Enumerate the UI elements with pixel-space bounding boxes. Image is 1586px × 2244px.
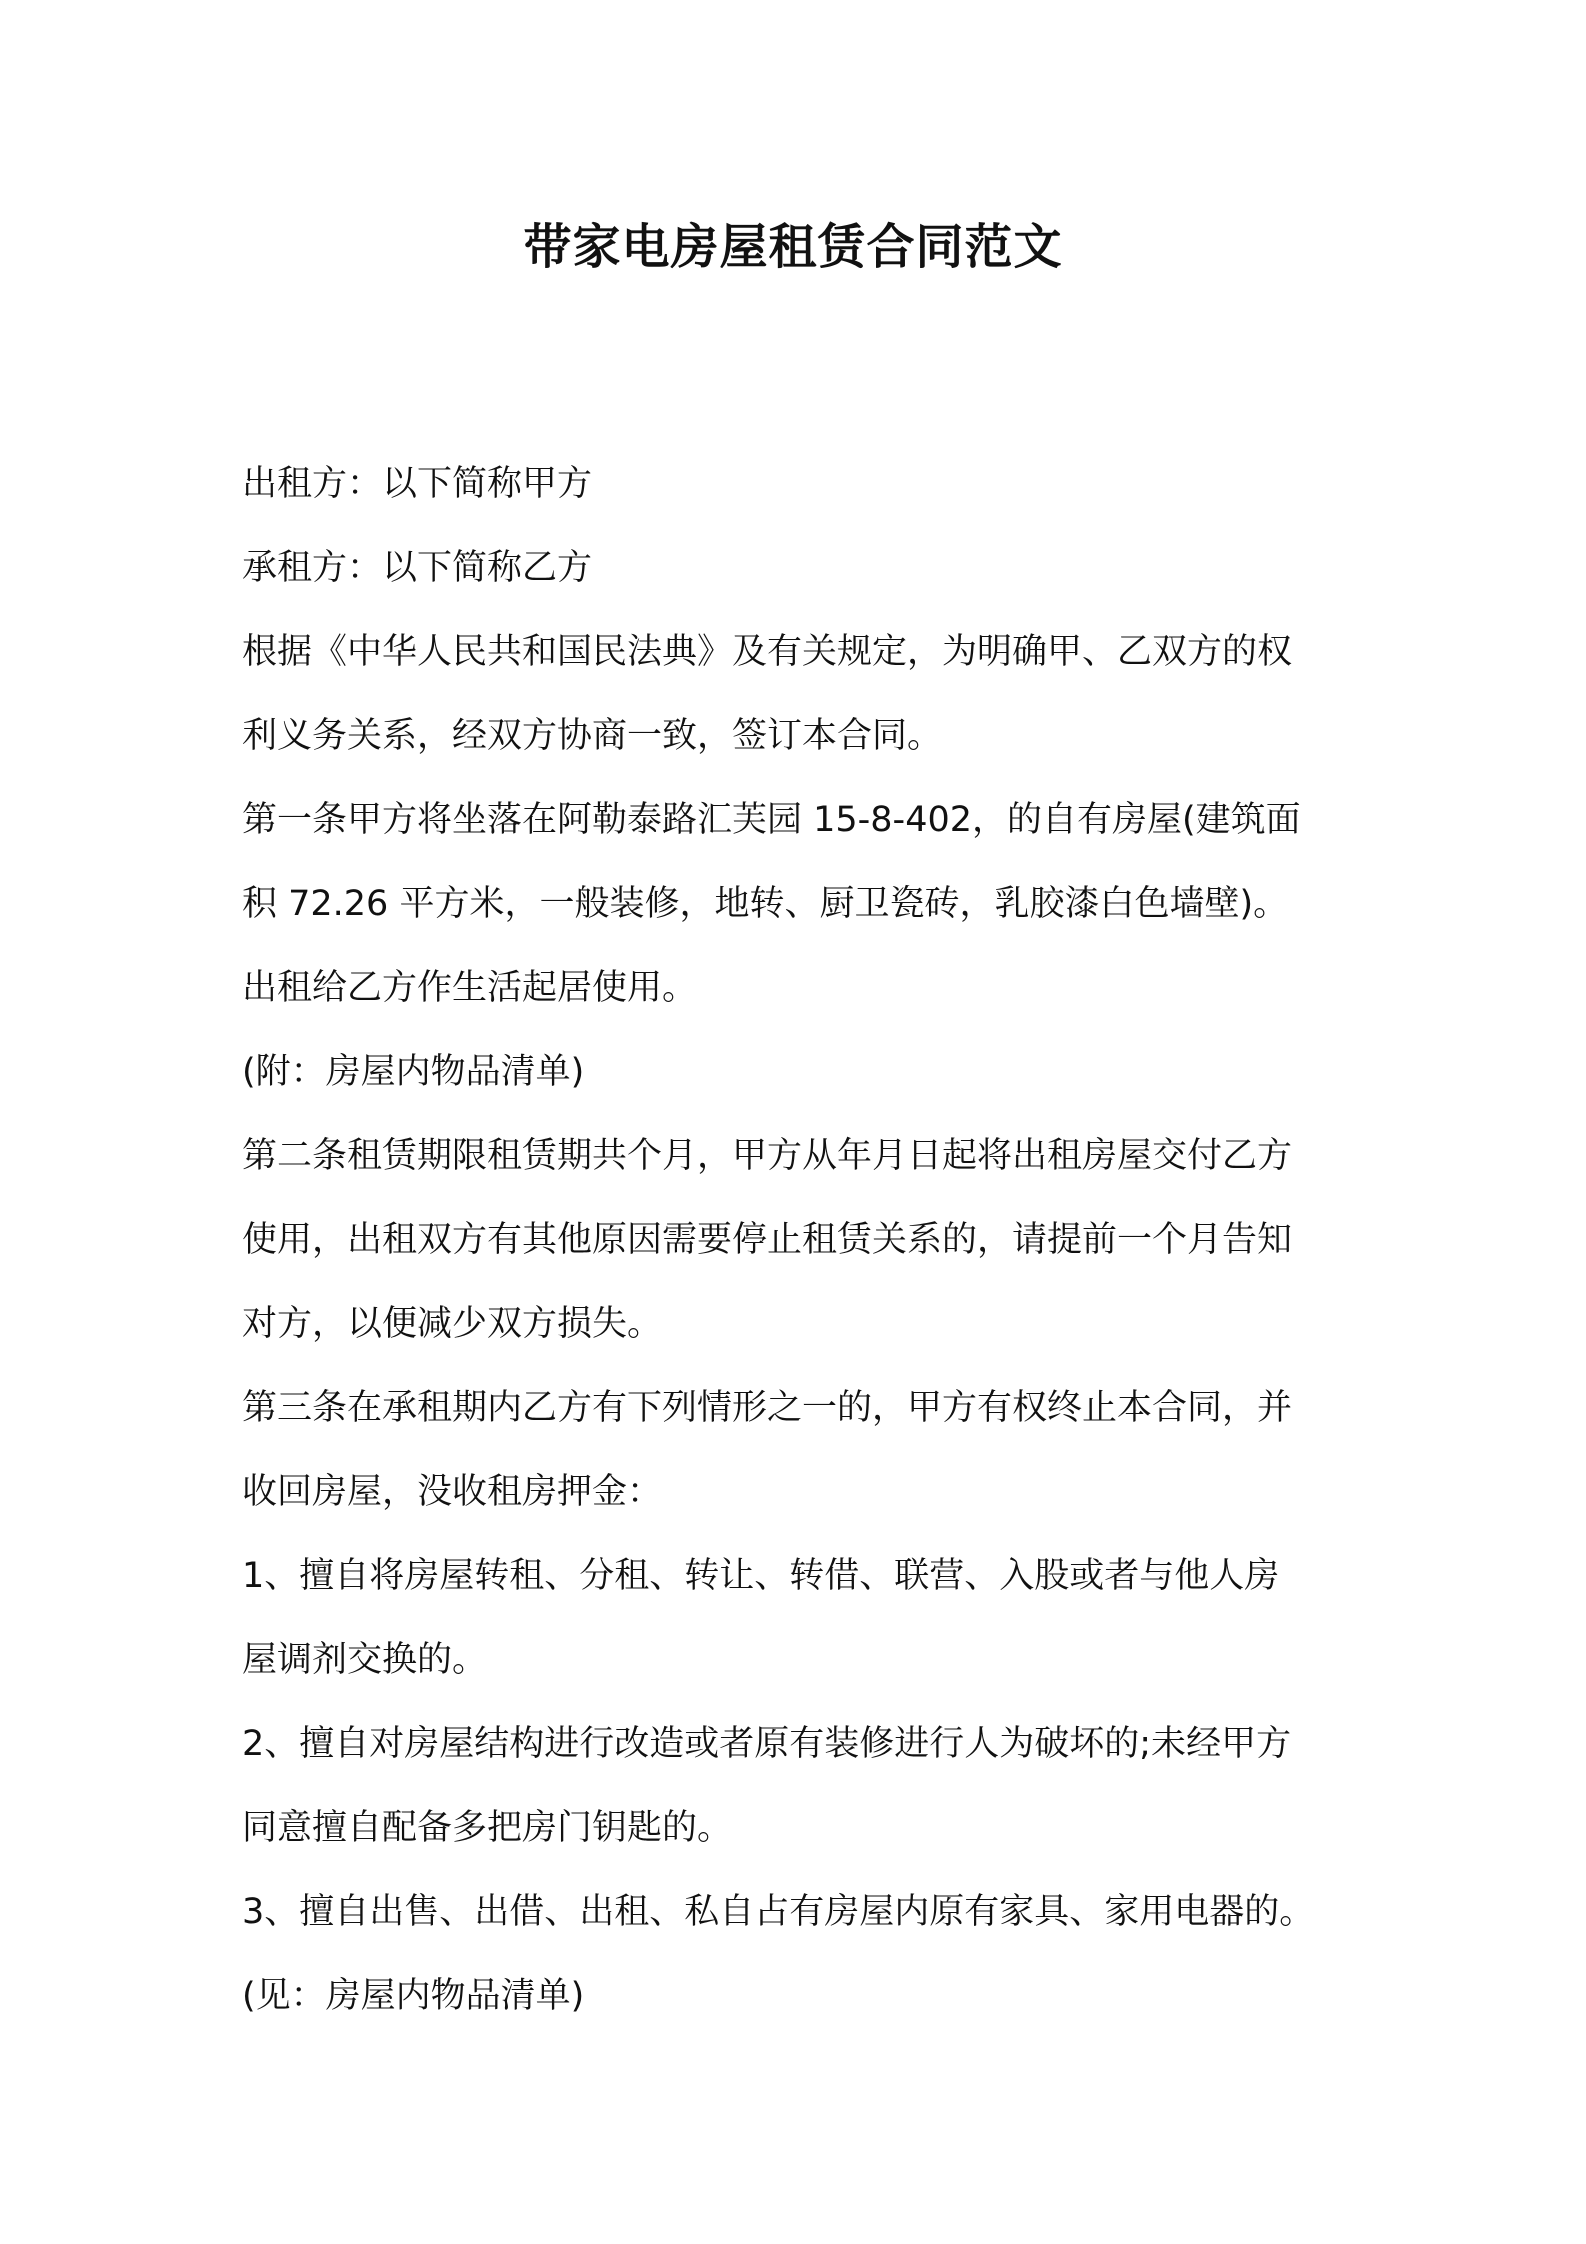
paragraph-line: 同意擅自配备多把房门钥匙的。 — [242, 1808, 733, 1848]
document-title: 带家电房屋租赁合同范文 — [523, 219, 1063, 275]
paragraph-line: 2、擅自对房屋结构进行改造或者原有装修进行人为破坏的;未经甲方 — [242, 1724, 1292, 1764]
paragraph-line: 承租方：以下简称乙方 — [242, 548, 593, 588]
paragraph-line: 根据《中华人民共和国民法典》及有关规定，为明确甲、乙双方的权 — [242, 632, 1293, 672]
paragraph-line: (附：房屋内物品清单) — [242, 1052, 585, 1092]
paragraph-line: (见：房屋内物品清单) — [242, 1976, 585, 2016]
paragraph-line: 利义务关系，经双方协商一致，签订本合同。 — [242, 716, 943, 756]
paragraph-line: 1、擅自将房屋转租、分租、转让、转借、联营、入股或者与他人房 — [242, 1556, 1280, 1596]
paragraph-line: 3、擅自出售、出借、出租、私自占有房屋内原有家具、家用电器的。 — [242, 1892, 1315, 1932]
paragraph-line: 使用，出租双方有其他原因需要停止租赁关系的，请提前一个月告知 — [242, 1220, 1293, 1260]
paragraph-line: 出租给乙方作生活起居使用。 — [242, 968, 698, 1008]
paragraph-line: 屋调剂交换的。 — [242, 1640, 488, 1680]
paragraph-line: 出租方：以下简称甲方 — [242, 464, 593, 504]
paragraph-line: 第三条在承租期内乙方有下列情形之一的，甲方有权终止本合同，并 — [242, 1388, 1293, 1428]
paragraph-line: 第一条甲方将坐落在阿勒泰路汇芙园 15-8-402，的自有房屋(建筑面 — [242, 800, 1301, 840]
document-body — [242, 442, 1372, 2038]
paragraph-line: 收回房屋，没收租房押金： — [242, 1472, 663, 1512]
paragraph-line: 对方，以便减少双方损失。 — [242, 1304, 663, 1344]
paragraph-line: 第二条租赁期限租赁期共个月，甲方从年月日起将出租房屋交付乙方 — [242, 1136, 1293, 1176]
paragraph-line: 积 72.26 平方米，一般装修，地转、厨卫瓷砖，乳胶漆白色墙壁)。 — [242, 884, 1289, 924]
